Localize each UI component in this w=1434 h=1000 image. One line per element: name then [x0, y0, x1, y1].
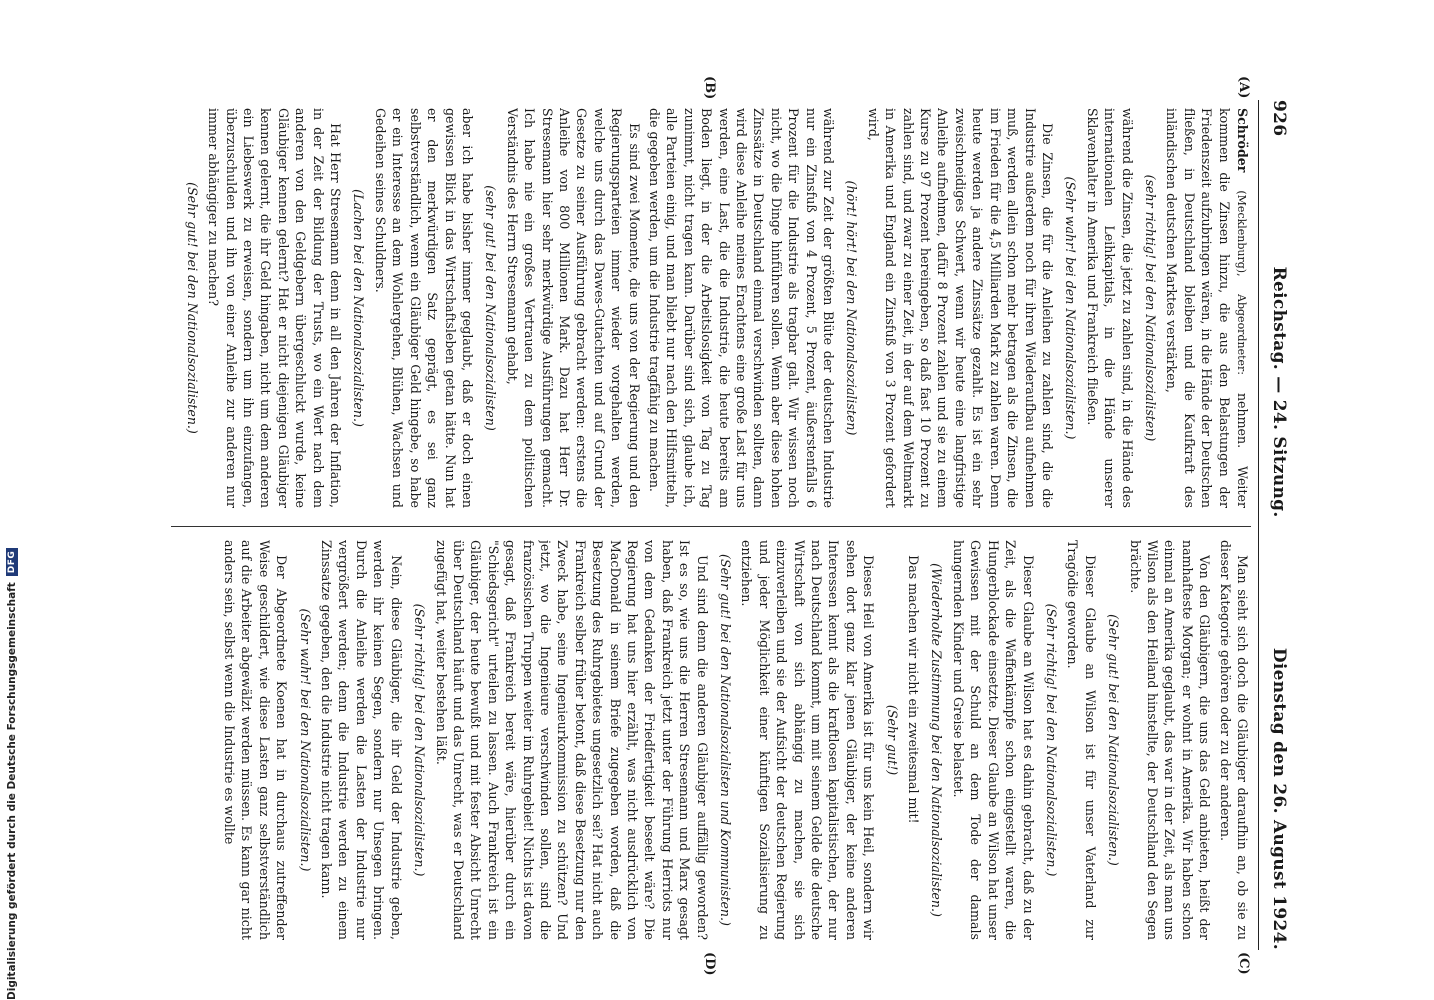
dfg-logo: DFG	[6, 548, 18, 577]
interjection: (Sehr wahr! bei den Nationalsozialisten.)	[297, 608, 313, 872]
interjection: (Sehr gut! bei den Nationalsozialisten und Kommunisten.)	[718, 554, 734, 926]
speaker-note: (Mecklenburg), Abgeordneter:	[1235, 190, 1248, 375]
margin-marker-a: (A)	[1236, 76, 1251, 99]
paragraph: Dieser Glaube an Wilson ist für unser Vaterland zur Tragödie geworden.	[1065, 540, 1098, 940]
paragraph: Nein, diese Gläubiger, die ihr Geld der Industrie geben, werden ihr keinen Segen, sondern nur Unsegen bringen. Durch die Anleihe werden die Lasten der Industrie nur vergrößert werden; denn die Industrie werden zu einem Zinssatze gegeben, den die Industrie nicht tragen kann.	[319, 540, 404, 940]
interjection: (Sehr wahr! bei den Nationalsozialisten.)	[1063, 176, 1079, 440]
session-title: Reichstag. — 24. Sitzung.	[1269, 266, 1289, 518]
interjection: (Sehr richtig! bei den Nationalsozialisten.)	[1043, 603, 1059, 877]
paragraph	[1163, 108, 1251, 508]
left-column	[151, 108, 1251, 508]
interjection: (Sehr gut!)	[884, 704, 900, 776]
paragraph: Und sind denn die anderen Gläubiger auffällig geworden? Ist es so, wie uns die Herren Stresemann und Marx gesagt haben, daß Frankreich jetzt unter der Führung Herriots nur von dem Gedanken der Friedfertigkeit beseelt wäre? Die Regierung hat uns hier erzählt, was nicht ausdrücklich von MacDonald in seinem Briefe zugegeben worden, daß die Besetzung des Ruhrgebietes ungesetzlich sei? Hat nicht auch Frankreich selber früher betont, daß diese Besetzung nur den Zweck habe, seine Ingenieurkommission zu schützen? Und jetzt, wo die Ingenieure verschwinden sollen, sind die französischen Truppen weiter im Ruhrgebiet! Nichts ist davon gesagt, daß Frankreich bereit wäre, hierüber durch ein "Schiedsgericht" urteilen zu lassen. Auch Frankreich ist ein Gläubiger, der heute bewußt und mit fester Absicht Unrecht über Deutschland häuft und das Unrecht, was er Deutschland zugefügt hat, weiter bestehen läßt.	[433, 540, 710, 940]
paragraph: aber ich habe bisher immer geglaubt, daß er doch einen gewissen Blick in das Wirtschaftsleben getan hätte. Nun hat er den merkwürdigen Satz geprägt, es sei ganz selbstverständlich, wenn ein Gläubiger Geld hingebe, so habe er ein Interesse an dem Wohlergehen, Blühen, Wachsen und Gedeihen seines Schuldners.	[372, 108, 475, 508]
speaker-name: Schröder	[1235, 108, 1250, 173]
interjection: (Wiederholte Zustimmung bei den Nationalsozialisten.)	[929, 563, 945, 917]
footer-text: Digitalisierung gefördert durch die Deutsche Forschungsgemeinschaft	[6, 582, 18, 1000]
interjection: (hört! hört! bei den Nationalsozialisten)	[844, 180, 860, 436]
paragraph: Man sieht sich doch die Gläubiger daraufhin an, ob sie zu dieser Kategorie gehören oder zu der anderen.	[1217, 540, 1250, 940]
page-number: 926	[1269, 100, 1289, 137]
paragraph: Dieses Heil von Amerika ist für uns kein Heil, sondern wir sehen dort ganz klar jenen Gläubiger, der keine anderen Interessen kennt als die kraftlosen kapitalistischen, der nur nach Deutschland kommt, um mit seinem Gelde die deutsche Wirtschaft von sich abhängig zu machen, sie sich einzuverleiben und sie der Aufsicht der deutschen Regierung und jeder Möglichkeit einer künftigen Sozialisierung zu entziehen.	[739, 540, 877, 940]
document-page	[107, 76, 1297, 976]
paragraph: Es sind zwei Momente, die uns von der Regierung und den Regierungsparteien immer wieder vorgehalten werden, welche uns durch das Dawes-Gutachten und auf Grund der Gesetze zu seiner Ausführung gebracht werden: erstens die Anleihe von 800 Millionen Mark. Dazu hat Herr Dr. Stresemann hier sehr merkwürdige Ausführungen gemacht. Ich habe nie ein großes Vertrauen zu dem politischen Verständnis des Herrn Stresemann gehabt,	[504, 108, 642, 508]
paragraph-text: nehmen. Weiter kommen die Zinsen hinzu, die aus den Belastungen der Friedenszeit aufzubringen wären, in die Hände der Deutschen fließen, in Deutschland bleiben und die Kaufkraft des inländischen deutschen Marktes verstärken,	[1164, 108, 1250, 508]
paragraph: Von den Gläubigern, die uns das Geld anbieten, heißt der namhafteste Morgan; er wohnt in Amerika. Wir haben schon einmal an Amerika geglaubt, das war in der Zeit, als man uns Wilson als den Heiland hinstellte, der Deutschland den Segen brächte.	[1127, 540, 1213, 940]
paragraph: Dieser Glaube an Wilson hat es dahin gebracht, daß zu der Zeit, als die Waffenkämpfe schon eingestellt waren, die Hungerblockade einsetzte. Dieser Glaube an Wilson hat unser Gewissen mit der Schuld an dem Tode der damals hungernden Kinder und Greise belastet.	[950, 540, 1036, 940]
right-column	[151, 540, 1251, 940]
page-header	[1261, 100, 1297, 950]
paragraph: während die Zinsen, die jetzt zu zahlen sind, in die Hände des internationalen Leihkapitals, in die Hände unserer Sklavenhalter in Amerika und Frankreich fließen.	[1084, 108, 1135, 508]
paragraph: Die Zinsen, die für die Anleihen zu zahlen sind, die die Industrie außerdem noch für ihren Wiederaufbau aufnehmen muß, werden allein schon mehr betragen als die Zinsen, die im Frieden für die 4,5 Milliarden Mark zu zahlen waren. Denn heute werden ja andere Zinssätze gezahlt. Es ist ein sehr zweischneidiges Schwert, wenn wir heute eine langfristige Anleihe aufnehmen, dafür 8 Prozent zahlen und sie zu einem Kurse zu 97 Prozent hereingeben, so daß fast 10 Prozent zu zahlen sind, und zwar zu einer Zeit, in der auf dem Weltmarkt in Amerika und England ein Zinsfuß von 3 Prozent gefordert wird,	[865, 108, 1055, 508]
interjection: (sehr richtig! bei den Nationalsozialisten)	[1142, 174, 1158, 442]
interjection: (Lachen bei den Nationalsozialisten.)	[351, 189, 367, 427]
header-rule	[1258, 100, 1259, 950]
margin-marker-d: (D)	[702, 952, 717, 976]
digitization-footer	[4, 8, 20, 1000]
interjection: (Sehr gut! bei den Nationalsozialisten.)	[184, 182, 200, 434]
paragraph: Der Abgeordnete Koenen hat in durchaus zutreffender Weise geschildert, wie diese Lasten ganz selbstverständlich auf die Arbeiter abgewälzt werden müssen. Es kann gar nicht anders sein, selbst wenn die Industrie es wollte	[222, 540, 290, 940]
paragraph: während zur Zeit der größten Blüte der deutschen Industrie nur ein Zinsfuß von 4 Prozent, 5 Prozent, äußerstenfalls 6 Prozent für die Industrie als tragbar galt. Wir wissen noch nicht, wo die Dinge hinführen sollen. Wenn aber diese hohen Zinssätze in Deutschland einmal verschwinden sollten, dann wird diese Anleihe meines Erachtens eine große Last für uns werden, eine Last, die die Industrie, die heute bereits am Boden liegt, in der die Arbeitslosigkeit von Tag zu Tag zunimmt, nicht tragen kann. Darüber sind sich, glaube ich, alle Parteien einig, und man bliebt nur nach den Hilfsmitteln, die gegeben werden, um die Industrie tragfähig zu machen.	[647, 108, 837, 508]
interjection: (Sehr richtig! bei den Nationalsozialisten.)	[412, 603, 428, 877]
interjection: (Sehr gut! bei den Nationalsozialisten.)	[1106, 614, 1122, 866]
margin-marker-c: (C)	[1236, 952, 1251, 975]
margin-marker-b: (B)	[702, 76, 717, 100]
paragraph: Das machen wir nicht ein zweitesmal mit!	[906, 555, 922, 824]
interjection: (sehr gut! bei den Nationalsozialisten)	[483, 185, 499, 431]
paragraph: Hat Herr Stresemann denn in all den Jahren der Inflation, in der Zeit der Bildung der Trusts, wo ein Wert nach dem anderen von den Geldgebern übergeschluckt wurde, keine Gläubiger kennen gelernt? Hat er nicht diejenigen Gläubiger kennen gelernt, die ihr Geld hingaben, nicht um dem anderen ein Liebeswerk zu erweisen, sondern um ihn einzufangen, überzuschulden und ihn von einer Anleihe zur anderen nur immer abhängiger zu machen?	[206, 108, 344, 508]
session-date: Dienstag den 26. August 1924.	[1269, 647, 1289, 950]
column-divider	[171, 526, 1251, 527]
